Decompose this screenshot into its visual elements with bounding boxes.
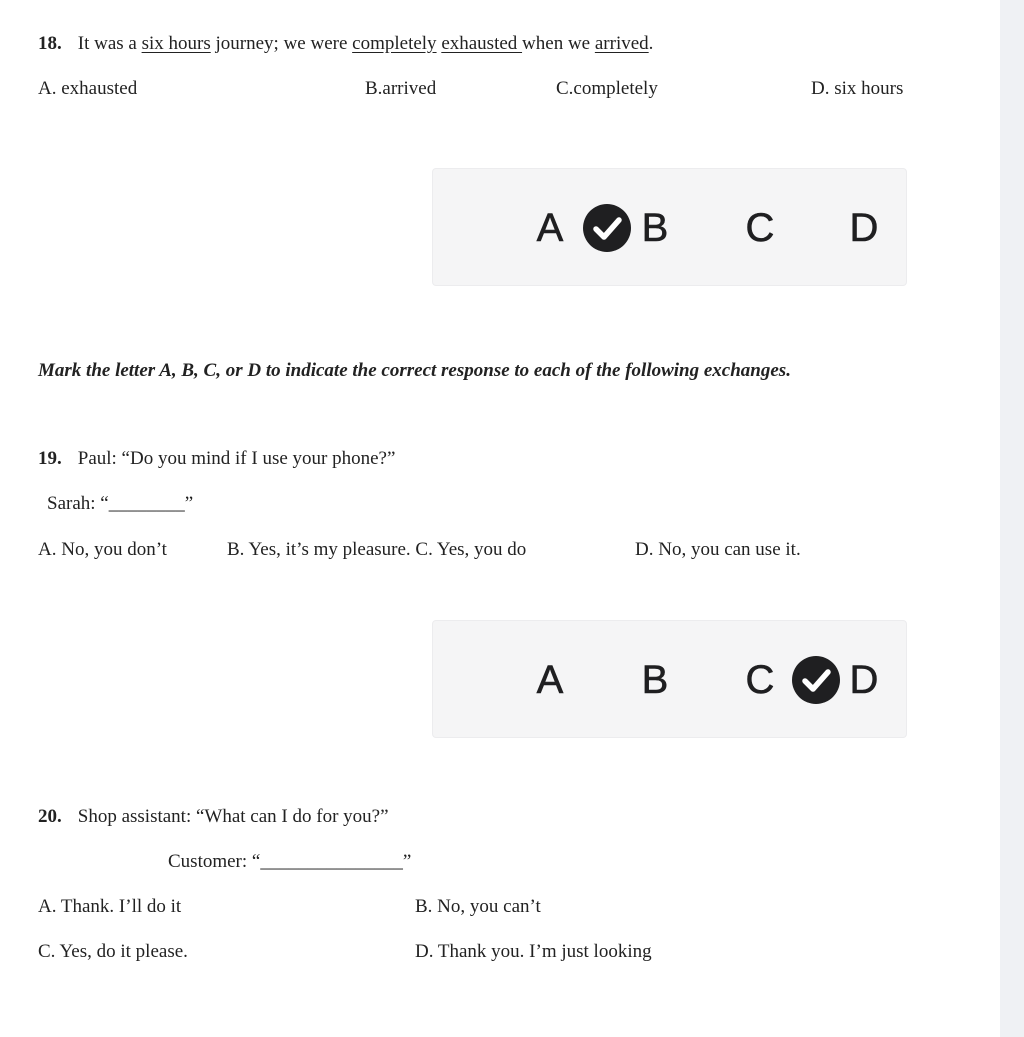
question-text: It was a	[77, 33, 142, 54]
question-text: Paul: “Do you mind if I use your phone?”	[77, 448, 396, 469]
question-text: journey; we were	[210, 33, 353, 54]
response-open: Sarah: “	[47, 493, 109, 514]
answer-selector-19	[432, 620, 907, 738]
response-close: ”	[402, 851, 412, 872]
option-c: C. Yes, do it please.	[38, 941, 188, 962]
answer-selector-18	[432, 168, 907, 286]
question-number: 19.	[38, 448, 62, 469]
underlined-word-exhausted: exhausted	[441, 33, 523, 54]
option-c: C.completely	[556, 78, 658, 99]
option-d: D. six hours	[811, 78, 904, 99]
choice-a[interactable]: A	[536, 658, 564, 702]
question-number: 20.	[38, 806, 62, 827]
option-d: D. No, you can use it.	[635, 539, 801, 560]
question-number: 18.	[38, 33, 62, 54]
option-b-c: B. Yes, it’s my pleasure. C. Yes, you do	[227, 539, 527, 560]
response-close: ”	[184, 493, 194, 514]
question-20	[38, 805, 389, 829]
choice-d[interactable]: D	[849, 206, 879, 250]
response-line	[168, 850, 411, 874]
choice-b-selected[interactable]: B	[641, 206, 669, 250]
choice-c[interactable]: C	[745, 206, 775, 250]
question-text: Shop assistant: “What can I do for you?”	[77, 806, 389, 827]
response-line	[47, 492, 193, 516]
option-b: B. No, you can’t	[415, 896, 541, 917]
choice-a[interactable]: A	[536, 206, 564, 250]
question-text: .	[648, 33, 654, 54]
section-instruction: Mark the letter A, B, C, or D to indicate the correct response to each of the following exchanges.	[38, 360, 791, 381]
question-19	[38, 447, 395, 471]
answer-blank: ________	[108, 493, 185, 514]
underlined-phrase-six-hours: six hours	[141, 33, 211, 54]
question-text: when we	[522, 33, 595, 54]
option-a: A. Thank. I’ll do it	[38, 896, 182, 917]
side-gutter	[1000, 0, 1024, 1037]
question-18	[38, 32, 653, 56]
option-a: A. No, you don’t	[38, 539, 167, 560]
option-d: D. Thank you. I’m just looking	[415, 941, 652, 962]
response-open: Customer: “	[168, 851, 261, 872]
choice-d-selected[interactable]: D	[849, 658, 879, 702]
choice-b[interactable]: B	[641, 658, 669, 702]
check-circle-icon	[792, 656, 840, 704]
underlined-word-arrived: arrived	[594, 33, 649, 54]
option-a: A. exhausted	[38, 78, 138, 99]
choice-c[interactable]: C	[745, 658, 775, 702]
option-b: B.arrived	[365, 78, 437, 99]
underlined-word-completely: completely	[352, 33, 437, 54]
answer-blank: _______________	[260, 851, 403, 872]
check-circle-icon	[583, 204, 631, 252]
